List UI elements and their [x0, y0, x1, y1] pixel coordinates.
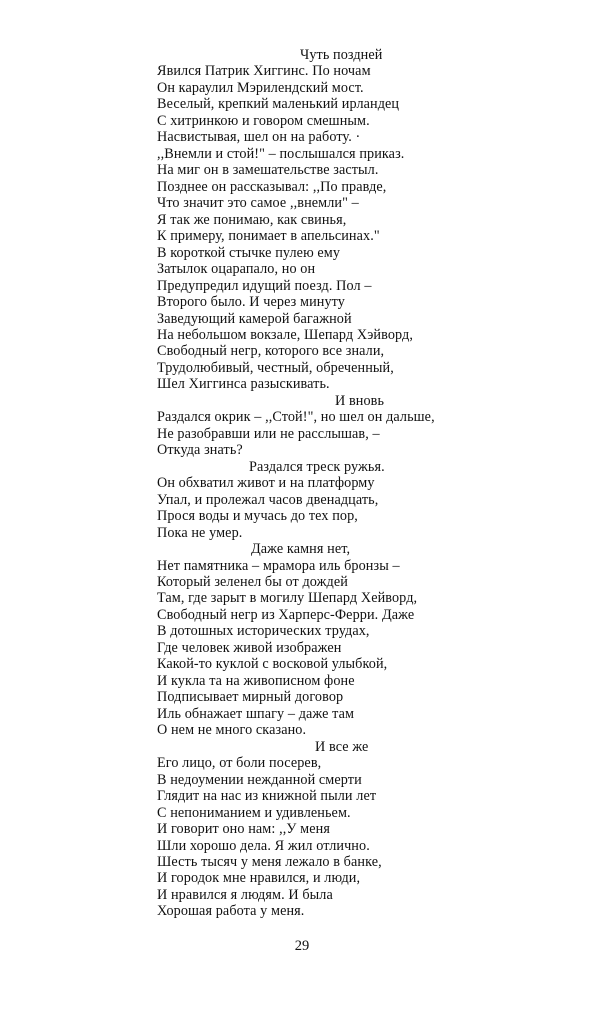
poem-line-indented: Даже камня нет,: [251, 541, 351, 558]
poem-line: Шесть тысяч у меня лежало в банке,: [157, 853, 382, 870]
poem-line: Веселый, крепкий маленький ирландец: [157, 96, 400, 113]
poem-line: Его лицо, от боли посерев,: [157, 755, 322, 772]
poem-line: И говорит оно нам: ,,У меня: [157, 821, 330, 838]
poem-line: И нравился я людям. И была: [157, 886, 333, 903]
poem-line: К примеру, понимает в апельсинах.": [157, 228, 380, 245]
poem-line: Где человек живой изображен: [157, 639, 342, 656]
poem-line: Трудолюбивый, честный, обреченный,: [157, 359, 394, 376]
poem-line: С хитринкою и говором смешным.: [157, 112, 370, 129]
poem-line: Какой-то куклой с восковой улыбкой,: [157, 656, 388, 673]
poem-line: Свободный негр из Харперс-Ферри. Даже: [157, 606, 415, 623]
poem-line: Он обхватил живот и на платформу: [157, 475, 375, 492]
poem-line-indented: Чуть поздней: [300, 47, 383, 63]
poem-line: Который зеленел бы от дождей: [157, 574, 348, 590]
poem-line: Затылок оцарапало, но он: [157, 261, 316, 278]
poem-line: Второго было. И через минуту: [157, 294, 345, 311]
poem-line: Шел Хиггинса разыскивать.: [157, 376, 330, 393]
poem-line: Раздался окрик – ,,Стой!", но шел он дальше,: [157, 409, 435, 426]
poem-line: Там, где зарыт в могилу Шепард Хейворд,: [157, 590, 418, 607]
poem-line: Пока не умер.: [157, 524, 243, 541]
poem-line: Упал, и пролежал часов двенадцать,: [157, 491, 379, 508]
poem-line: Насвистывая, шел он на работу. ·: [157, 129, 361, 146]
poem-line: Глядит на нас из книжной пыли лет: [157, 788, 377, 805]
poem-line: Хорошая работа у меня.: [157, 903, 305, 920]
poem-line: Я так же понимаю, как свинья,: [157, 211, 347, 228]
poem-line: Нет памятника – мрамора иль бронзы –: [157, 557, 400, 574]
poem-line-indented: Раздался треск ружья.: [249, 458, 385, 475]
poem-line: Явился Патрик Хиггинс. По ночам: [157, 63, 371, 80]
poem-text: [157, 47, 487, 920]
poem-line: Прося воды и мучась до тех пор,: [157, 508, 358, 525]
poem-line: И кукла та на живописном фоне: [157, 672, 355, 689]
poem-line: Не разобравши или не расслышав, –: [157, 425, 380, 442]
poem-line: На небольшом вокзале, Шепард Хэйворд,: [157, 326, 413, 343]
poem-line: Шли хорошо дела. Я жил отлично.: [157, 837, 370, 854]
poem-line: Подписывает мирный договор: [157, 689, 344, 706]
poem-line: В недоумении нежданной смерти: [157, 771, 362, 788]
poem-line-indented: И все же: [315, 738, 369, 755]
poem-line: ,,Внемли и стой!" – послышался приказ.: [157, 145, 405, 162]
poem-line-indented: И вновь: [335, 392, 385, 409]
poem-line: В дотошных исторических трудах,: [157, 623, 370, 640]
poem-line: И городок мне нравился, и люди,: [157, 870, 361, 887]
poem-line: С непониманием и удивленьем.: [157, 804, 351, 821]
poem-line: Он караулил Мэрилендский мост.: [157, 79, 364, 96]
page-number: 29: [294, 938, 310, 954]
poem-line: Что значит это самое ,,внемли" –: [157, 195, 359, 212]
poem-line: В короткой стычке пулею ему: [157, 244, 341, 261]
poem-line: На миг он в замешательстве застыл.: [157, 162, 379, 179]
poem-line: О нем не много сказано.: [157, 722, 307, 739]
poem-line: Иль обнажает шпагу – даже там: [157, 705, 355, 722]
poem-line: Свободный негр, которого все знали,: [157, 343, 385, 360]
poem-line: Позднее он рассказывал: ,,По правде,: [157, 178, 387, 195]
poem-line: Откуда знать?: [157, 442, 243, 459]
poem-line: Заведующий камерой багажной: [157, 310, 352, 327]
poem-line: Предупредил идущий поезд. Пол –: [157, 277, 372, 294]
